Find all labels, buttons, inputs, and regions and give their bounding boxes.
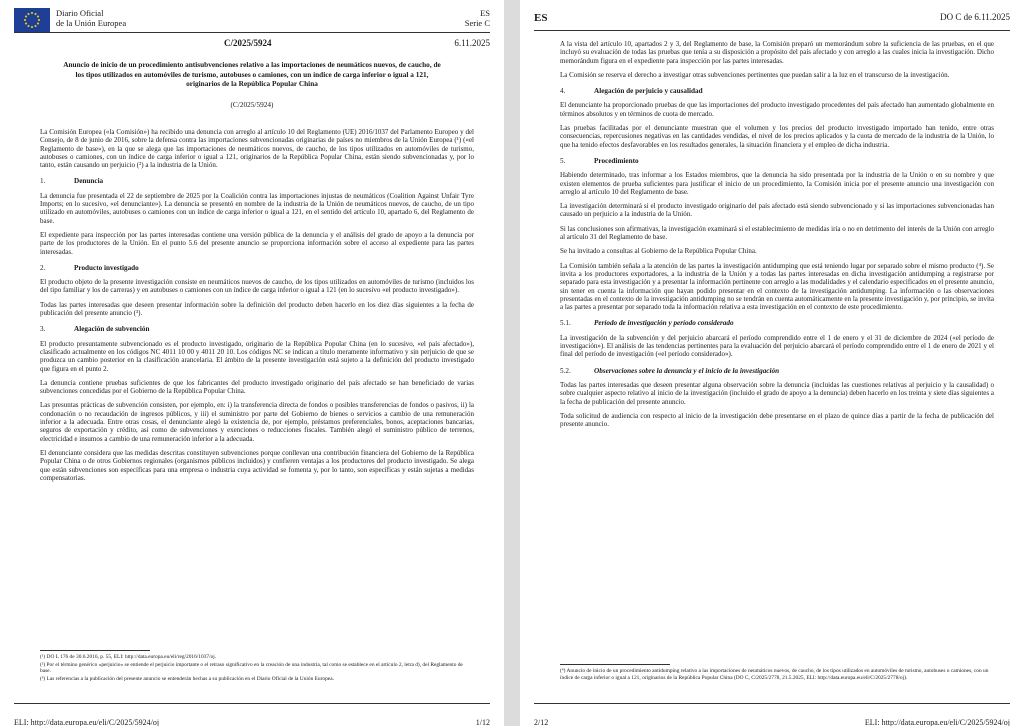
section-heading-3: 3. Alegación de subvención <box>40 325 150 334</box>
paragraph: El denunciante ha proporcionado pruebas de que las importaciones del producto investigado procedentes del país afectado han aumentado globalmente en términos absolutos y en términos de cuota de mercado. <box>560 101 994 118</box>
eu-flag-icon <box>14 8 50 32</box>
section-heading-4: 4. Alegación de perjuicio y causalidad <box>560 87 703 96</box>
paragraph: A la vista del artículo 10, apartados 2 y 3, del Reglamento de base, la Comisión preparó un memorándum sobre la suficiencia de las pruebas, en el que incluyó su evaluación de todas las pruebas que tenía a su disposición a propósito del país afectado y con arreglo a las cuales inicia la investigación. Dicho memorándum figura en el expediente para inspección por las partes interesadas. <box>560 40 994 65</box>
lang-code: ES <box>534 12 548 24</box>
section-heading-5: 5. Procedimiento <box>560 156 639 165</box>
footnote: (³) Las referencias a la publicación del presente anuncio se entenderán hechas a su publicación en el Diario Oficial de la Unión Europea. <box>40 675 334 682</box>
paragraph: Se ha invitado a consultas al Gobierno de la República Popular China. <box>560 247 757 256</box>
divider <box>534 703 1010 704</box>
paragraph: La Comisión también señala a la atención de las partes la investigación antidumping que está teniendo lugar por separado sobre el mismo producto (⁴). Se invita a los productores exportadores, a la industria de la Unión y a todas las partes interesadas en dicha investigación antidumping a registrarse por separado para esta investigación y a presentar la información pertinente con arreglo a las modalidades y el calendario especificados en el presente anuncio, sin tener en cuenta la información que hayan podido presentar en el contexto de la investigación antidumping. La información o las observaciones presentadas en el contexto de la investigación antidumping no se tendrán en cuenta automáticamente en la presente investigación y, por principio, se invita a las partes a presentar por separado toda la información relativa a esta investigación en el contexto de este procedimiento. <box>560 261 994 312</box>
intro-paragraph: La Comisión Europea («la Comisión») ha recibido una denuncia con arreglo al artículo 10 del Reglamento (UE) 2016/1037 del Parlamento Europeo y del Consejo, de 8 de junio de 2016, sobre la defensa contra las importaciones subvencionadas originarias de países no miembros de la Unión Europea (¹) («el Reglamento de base»), en la que se alega que las importaciones de neumáticos nuevos, de caucho, de los tipos utilizados en automóviles de turismo, autobuses o camiones, con un índice de carga inferior o igual a 121, originarios de la República Popular China, están siendo subvencionadas y, por lo tanto, están causando un perjuicio (²) a la industria de la Unión. <box>40 128 474 170</box>
footnote-divider <box>40 650 150 651</box>
footer-eli-link[interactable]: ELI: http://data.europa.eu/eli/C/2025/5924/oj <box>864 718 1010 726</box>
paragraph: La denuncia contiene pruebas suficientes de que los fabricantes del producto investigado originario del país afectado se han beneficiado de varias subvenciones concedidas por el Gobierno de la República Popular China. <box>40 378 474 396</box>
divider <box>14 32 490 33</box>
paragraph: Toda solicitud de audiencia con respecto al inicio de la investigación debe presentarse en el plazo de quince días a partir de la fecha de publicación del presente anuncio. <box>560 411 994 429</box>
journal-ref: DO C de 6.11.2025 <box>940 12 1010 22</box>
paragraph: La Comisión se reserva el derecho a investigar otras subvenciones pertinentes que puedan salir a la luz en el transcurso de la investigación. <box>560 70 950 79</box>
page-2-header <box>534 12 1010 26</box>
paragraph: La denuncia fue presentada el 22 de septiembre de 2025 por la Coalición contra las importaciones injustas de neumáticos (Coalition Against Unfair Tyre Imports; en lo sucesivo, «el denunciante»). La denuncia se presentó en nombre de la industria de la Unión de neumáticos nuevos, de caucho, de un tipo utilizado en automóviles, autobuses o camiones con un índice de carga inferior o igual a 121, en el sentido del artículo 10, apartado 6, del Reglamento de base. <box>40 191 474 225</box>
footnote: (²) Por el término genérico «perjuicio» se entiende el perjuicio importante o el retraso significativo en la creación de una industria, tal como se establece en el artículo 2, letra d), del Reglamento de base. <box>40 661 463 675</box>
footnote: (⁴) Anuncio de inicio de un procedimiento antidumping relativo a las importaciones de neumáticos nuevos, de caucho, de los tipos utilizados en automóviles de turismo, autobuses o camiones, con un índice de carga inferior o igual a 121, originarios de la República Popular China (DO C, C/2025/2778, 21.5.2025, ELI: http://data.europa.eu/eli/C/2025/2778/oj). <box>560 668 989 681</box>
paragraph: Todas las partes interesadas que deseen presentar alguna observación sobre la denuncia (incluidas las cuestiones relativas al perjuicio y la causalidad) o sobre cualquier aspecto relativo al inicio de la investigación (incluido el grado de apoyo a la denuncia) deben hacerlo en los treinta y siete días siguientes a la fecha de publicación del presente anuncio. <box>560 380 994 406</box>
footnote-divider <box>560 664 670 665</box>
divider <box>534 30 1010 31</box>
ref-line <box>14 38 490 50</box>
page-number: 1/12 <box>475 718 490 726</box>
paragraph: Si las conclusiones son afirmativas, la investigación examinará si el establecimiento de medidas iría o no en detrimento del interés de la Unión con arreglo al artículo 31 del Reglamento de base. <box>560 224 994 242</box>
paragraph: Habiendo determinado, tras informar a los Estados miembros, que la denuncia ha sido presentada por la industria de la Unión o en su nombre y que existen elementos de prueba suficientes para justificar el inicio de un procedimiento, la Comisión inicia por el presente anuncio una investigación con arreglo al artículo 10 del Reglamento de base. <box>560 171 994 196</box>
page-1 <box>0 0 504 726</box>
notice-subid: (C/2025/5924) <box>230 100 274 109</box>
footer-eli-link[interactable]: ELI: http://data.europa.eu/eli/C/2025/5924/oj <box>14 718 160 726</box>
footnote: (¹) DO L 176 de 30.6.2016, p. 55, ELI: http://data.europa.eu/eli/reg/2016/1037/oj. <box>40 654 217 660</box>
paragraph: Las pruebas facilitadas por el denunciante muestran que el volumen y los precios del producto investigado importado han tenido, entre otras consecuencias, repercusiones negativas en las cantidades vendidas, el nivel de los precios aplicados y la cuota de mercado de la industria de la Unión, lo que ha tenido efectos desfavorables en los resultados generales, la situación financiera y el empleo de dicha industria. <box>560 124 994 149</box>
page-number: 2/12 <box>534 718 549 726</box>
paragraph: La investigación de la subvención y del perjuicio abarcará el período comprendido entre el 1 de enero y el 31 de diciembre de 2024 («el período de investigación»). El análisis de las tendencias pertinentes para la evaluación del perjuicio abarcará el período comprendido entre el 1 de enero de 2021 y el final del período de investigación («el período considerado»). <box>560 333 994 359</box>
paragraph: El producto presuntamente subvencionado es el producto investigado, originario de la República Popular China (en lo sucesivo, «el país afectado»), clasificado actualmente en los códigos NC 4011 10 00 y 4011 20 10. Los códigos NC se indican a título meramente informativo y sin perjuicio de que se produzca un cambio posterior en la clasificación arancelaria. El ámbito de la presente investigación está sujeto a la definición del producto investigado que figura en el punto 2. <box>40 339 474 373</box>
footnotes <box>40 654 474 683</box>
subsection-heading-5-2: 5.2. Observaciones sobre la denuncia y el inicio de la investigación <box>560 366 780 375</box>
journal-title: Diario Oficial de la Unión Europea <box>56 8 127 28</box>
journal-header <box>14 6 490 32</box>
ref-code: C/2025/5924 <box>224 38 272 48</box>
notice-title: Anuncio de inicio de un procedimiento antisubvenciones relativo a las importaciones de neumáticos nuevos, de caucho, de los tipos utilizados en automóviles de turismo, autobuses o camiones, con un índice de carga inferior o igual a 121, originarios de la República Popular China <box>63 60 441 89</box>
section-heading-1: 1. Denuncia <box>40 177 104 186</box>
series-info: ES Serie C <box>464 8 490 28</box>
divider <box>14 703 490 704</box>
page-2 <box>520 0 1024 726</box>
section-heading-2: 2. Producto investigado <box>40 263 139 272</box>
paragraph: El expediente para inspección por las partes interesadas contiene una versión pública de la denuncia y el análisis del grado de apoyo a la denuncia por parte de los productores de la Unión. En el punto 5.6 del presente anuncio se proporciona información sobre el acceso al expediente para las partes interesadas. <box>40 230 474 256</box>
paragraph: La investigación determinará si el producto investigado originario del país afectado está siendo subvencionado y si las importaciones subvencionadas han causado un perjuicio a la industria de la Unión. <box>560 202 994 219</box>
ref-date: 6.11.2025 <box>454 38 490 48</box>
paragraph: El denunciante considera que las medidas descritas constituyen subvenciones porque conllevan una contribución financiera del Gobierno de la República Popular China o de otros Gobiernos regionales (organismos públicos incluidos) y confieren ventajas a los productores del producto investigado. Se alega que están subvenciones son específicas para una empresa o industria cuya actividad se fomenta y, por lo tanto, son específicas y están sujetas a medidas compensatorias. <box>40 448 474 482</box>
page-1-body <box>40 128 474 488</box>
page-2-body <box>560 40 994 434</box>
subsection-heading-5-1: 5.1. Período de investigación y período considerado <box>560 319 734 328</box>
footnotes <box>560 668 994 682</box>
paragraph: Las presuntas prácticas de subvención consisten, por ejemplo, en: i) la transferencia directa de fondos o posibles transferencias de fondos o pasivos, ii) la condonación o no recaudación de ingresos públicos, y iii) el suministro por parte del Gobierno de bienes o servicios a cambio de una remuneración inferior a la adecuada. Entre otras cosas, el denunciante alegó la existencia de, por ejemplo, préstamos preferenciales, bonos, aceptaciones bancarias, seguros de exportación y crédito, así como de subvenciones y exenciones o reducciones fiscales. También alegó el suministro público de terrenos, electricidad e insumos a cambio de una remuneración inferior a la adecuada. <box>40 401 474 443</box>
paragraph: Todas las partes interesadas que deseen presentar información sobre la definición del producto deben hacerlo en los diez días siguientes a la fecha de publicación del presente anuncio (³). <box>40 300 474 318</box>
paragraph: El producto objeto de la presente investigación consiste en neumáticos nuevos de caucho, de los tipos utilizados en automóviles de turismo (incluidos los del tipo familiar y los de carreras) y en autobuses o camiones con un índice de carga inferior o igual a 121 (en lo sucesivo «el producto investigado»). <box>40 278 474 295</box>
